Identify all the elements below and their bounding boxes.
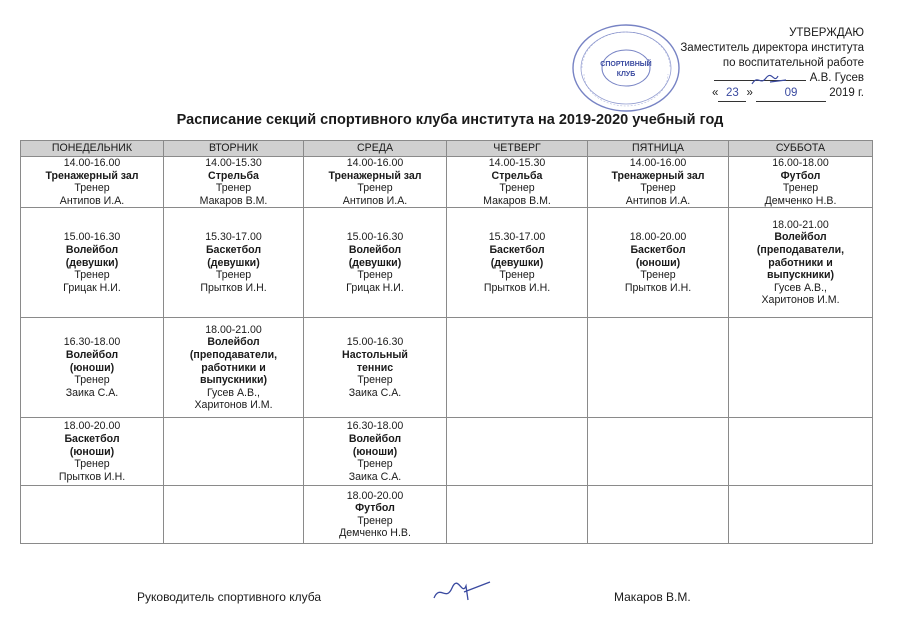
empty-cell: [164, 418, 304, 486]
trainer-name: Прытков И.Н.: [200, 281, 267, 294]
trainer-name: Заика С.А.: [348, 386, 402, 399]
day-header: ЧЕТВЕРГ: [447, 141, 588, 157]
session-time: 16.00-18.00: [772, 157, 829, 169]
empty-cell: [164, 486, 304, 544]
trainer-name: Прытков И.Н.: [483, 281, 551, 294]
stamp-text-1: СПОРТИВНЫЙ: [600, 61, 652, 68]
session-time: 16.30-18.00: [346, 420, 404, 433]
day-header: ВТОРНИК: [164, 141, 304, 157]
signature-blank: [714, 80, 806, 81]
session-time: 14.00-16.00: [629, 157, 687, 169]
schedule-cell: [729, 157, 873, 208]
schedule-table: [20, 140, 873, 544]
table-row: [21, 418, 873, 486]
trainer-name: Антипов И.А.: [342, 194, 408, 207]
section-name: Волейбол: [207, 336, 260, 349]
schedule-cell: [164, 208, 304, 318]
trainer-label: Тренер: [499, 269, 535, 282]
trainer-name: Антипов И.А.: [59, 194, 125, 207]
trainer-name: Грицак Н.И.: [346, 281, 404, 294]
section-name: Футбол: [780, 169, 821, 182]
section-name: Волейбол: [65, 243, 119, 256]
approval-date: « 23 » 09 2019 г.: [604, 86, 864, 102]
official-stamp-icon: [570, 22, 682, 114]
session-time: 14.00-16.00: [346, 157, 404, 169]
section-name: (юноши): [69, 445, 115, 458]
trainer-name: Антипов И.А.: [625, 194, 691, 207]
section-name: Баскетбол: [205, 243, 262, 256]
trainer-name: Грицак Н.И.: [63, 281, 121, 294]
approval-day: 23: [718, 86, 746, 102]
schedule-cell: [21, 208, 164, 318]
session-time: 15.00-16.30: [346, 336, 404, 349]
table-row: [21, 318, 873, 418]
header-row: [21, 141, 873, 157]
trainer-label: Тренер: [74, 374, 110, 387]
section-name: Футбол: [355, 502, 395, 515]
trainer-label: Тренер: [640, 182, 676, 195]
section-name: Волейбол: [774, 231, 827, 244]
section-name: Тренажерный зал: [611, 169, 705, 182]
approval-month: 09: [756, 86, 826, 102]
session-time: 15.00-16.30: [346, 231, 404, 244]
trainer-name: Заика С.А.: [348, 470, 402, 483]
schedule-cell: [21, 157, 164, 208]
schedule-cell: [588, 157, 729, 208]
section-name: (девушки): [490, 256, 544, 269]
trainer-label: Тренер: [357, 374, 393, 387]
section-name: (девушки): [348, 256, 402, 269]
day-header: ПЯТНИЦА: [588, 141, 729, 157]
trainer-name: Прытков И.Н.: [624, 281, 692, 294]
empty-cell: [588, 418, 729, 486]
section-name: (юноши): [635, 256, 681, 269]
section-name: Баскетбол: [64, 432, 120, 445]
day-header: СУББОТА: [729, 141, 873, 157]
section-name: (юноши): [352, 445, 398, 458]
section-name: теннис: [356, 361, 394, 374]
approval-position-1: Заместитель директора института: [680, 42, 864, 54]
page-title: Расписание секций спортивного клуба института на 2019-2020 учебный год: [176, 112, 724, 128]
schedule-cell: [164, 318, 304, 418]
trainer-label: Тренер: [74, 182, 110, 195]
approval-year: 2019 г.: [829, 87, 864, 99]
empty-cell: [588, 486, 729, 544]
session-time: 18.00-20.00: [63, 420, 121, 433]
section-name: (девушки): [65, 256, 119, 269]
trainer-name: Харитонов И.М.: [761, 294, 840, 307]
trainer-label: Тренер: [357, 458, 393, 471]
section-name: Волейбол: [348, 243, 402, 256]
stamp-text-2: КЛУБ: [616, 71, 636, 78]
session-time: 15.30-17.00: [488, 231, 546, 244]
table-row: [21, 486, 873, 544]
section-name: Волейбол: [65, 348, 119, 361]
table-row: [21, 157, 873, 208]
session-time: 14.00-15.30: [205, 157, 262, 169]
session-time: 18.00-21.00: [772, 218, 829, 231]
schedule-cell: [164, 157, 304, 208]
section-name: Баскетбол: [630, 243, 686, 256]
trainer-name: Макаров В.М.: [483, 194, 551, 207]
director-signature-icon: [750, 72, 790, 88]
schedule-cell: [304, 318, 447, 418]
trainer-name: Гусев А.В.,: [207, 386, 260, 399]
trainer-name: Прытков И.Н.: [58, 470, 126, 483]
section-name: работники и: [768, 256, 833, 269]
section-name: (юноши): [69, 361, 115, 374]
schedule-cell: [304, 208, 447, 318]
head-signature-icon: [430, 578, 500, 606]
trainer-label: Тренер: [499, 182, 535, 195]
session-time: 18.00-21.00: [205, 323, 262, 336]
trainer-name: Харитонов И.М.: [194, 399, 273, 412]
trainer-label: Тренер: [215, 269, 252, 282]
session-time: 14.00-16.00: [63, 157, 121, 169]
trainer-label: Тренер: [215, 182, 252, 195]
empty-cell: [729, 486, 873, 544]
schedule-cell: [304, 418, 447, 486]
empty-cell: [447, 318, 588, 418]
section-name: Баскетбол: [489, 243, 545, 256]
trainer-label: Тренер: [74, 269, 110, 282]
trainer-label: Тренер: [357, 514, 393, 527]
trainer-label: Тренер: [357, 269, 393, 282]
empty-cell: [21, 486, 164, 544]
section-name: Стрельба: [208, 169, 259, 182]
section-name: Тренажерный зал: [328, 169, 422, 182]
empty-cell: [729, 318, 873, 418]
section-name: Волейбол: [348, 432, 402, 445]
approval-position-2: по воспитательной работе: [722, 57, 864, 69]
table-row: [21, 208, 873, 318]
session-time: 15.30-17.00: [205, 231, 262, 244]
trainer-name: Демченко Н.В.: [764, 194, 837, 207]
schedule-cell: [304, 486, 447, 544]
schedule-cell: [447, 157, 588, 208]
schedule-cell: [447, 208, 588, 318]
section-name: (преподаватели,: [189, 348, 278, 361]
schedule-cell: [304, 157, 447, 208]
empty-cell: [729, 418, 873, 486]
footer-role: Руководитель спортивного клуба: [137, 590, 322, 604]
section-name: Настольный: [342, 348, 408, 361]
session-time: 14.00-15.30: [488, 157, 546, 169]
approval-heading: УТВЕРЖДАЮ: [789, 27, 864, 39]
section-name: Тренажерный зал: [45, 169, 139, 182]
approval-name: А.В. Гусев: [809, 72, 864, 84]
trainer-name: Заика С.А.: [65, 386, 119, 399]
section-name: (девушки): [207, 256, 260, 269]
schedule-cell: [729, 208, 873, 318]
session-time: 16.30-18.00: [63, 336, 121, 349]
session-time: 18.00-20.00: [629, 231, 687, 244]
empty-cell: [588, 318, 729, 418]
trainer-label: Тренер: [640, 269, 676, 282]
trainer-name: Демченко Н.В.: [339, 527, 411, 540]
section-name: работники и: [201, 361, 266, 374]
section-name: выпускники): [766, 269, 835, 282]
section-name: выпускники): [199, 374, 268, 387]
trainer-label: Тренер: [782, 182, 819, 195]
day-header: СРЕДА: [304, 141, 447, 157]
empty-cell: [447, 418, 588, 486]
footer-name: Макаров В.М.: [614, 590, 691, 604]
schedule-cell: [21, 318, 164, 418]
schedule-cell: [588, 208, 729, 318]
empty-cell: [447, 486, 588, 544]
trainer-label: Тренер: [74, 458, 110, 471]
trainer-name: Гусев А.В.,: [774, 281, 827, 294]
schedule-cell: [21, 418, 164, 486]
session-time: 18.00-20.00: [346, 489, 404, 502]
section-name: Стрельба: [491, 169, 543, 182]
session-time: 15.00-16.30: [63, 231, 121, 244]
trainer-name: Макаров В.М.: [199, 194, 268, 207]
day-header: ПОНЕДЕЛЬНИК: [21, 141, 164, 157]
section-name: (преподаватели,: [756, 243, 845, 256]
schedule-body: [21, 157, 873, 544]
trainer-label: Тренер: [357, 182, 393, 195]
